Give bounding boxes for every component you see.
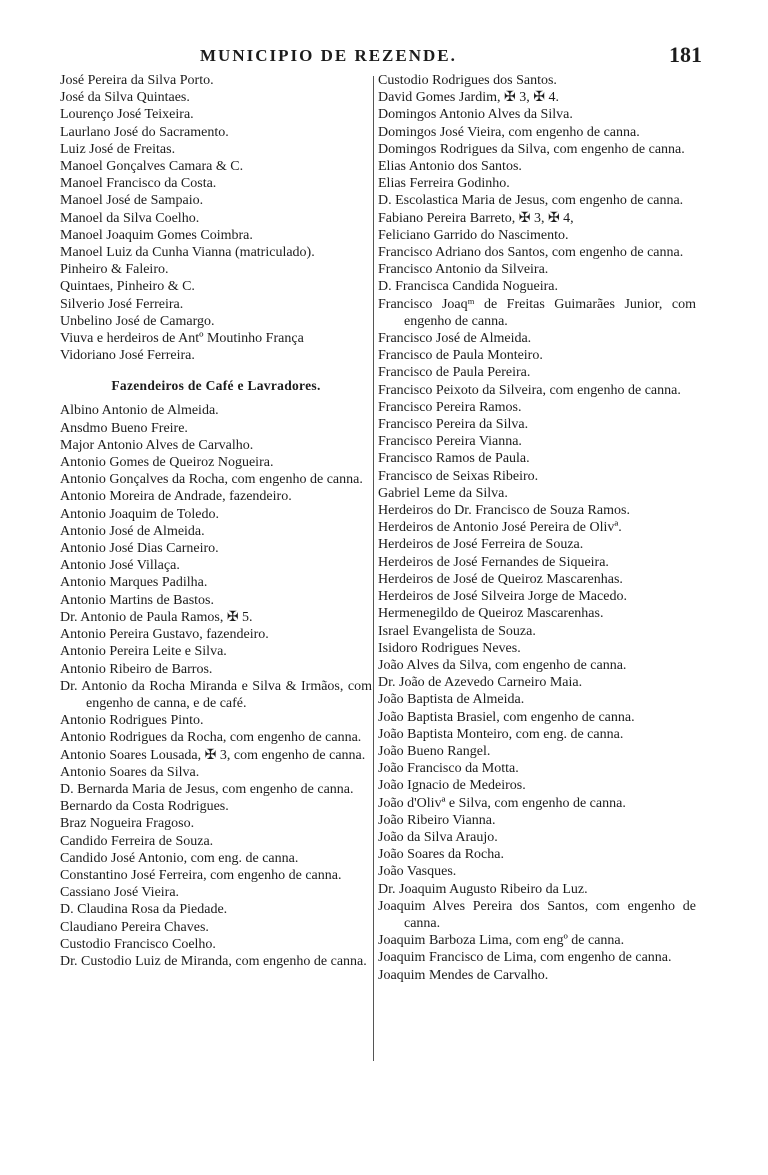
list-item: Antonio Moreira de Andrade, fazendeiro. [60,489,292,505]
list-item: Herdeiros de José Fernandes de Siqueira. [378,554,609,570]
list-item: Laurlano José do Sacramento. [60,124,229,140]
list-item: Francisco Pereira Ramos. [378,399,522,415]
column-divider [373,76,374,1061]
list-item: Vidoriano José Ferreira. [60,348,195,364]
list-item: Dr. Joaquim Augusto Ribeiro da Luz. [378,881,588,897]
list-item: João da Silva Araujo. [378,829,498,845]
list-item: D. Claudina Rosa da Piedade. [60,902,228,918]
list-item: José Pereira da Silva Porto. [60,73,214,88]
list-item: João Alves da Silva, com engenho de canna. [378,657,627,673]
list-item: D. Escolastica Maria de Jesus, com engenho de canna. [378,193,684,209]
list-item: Unbelino José de Camargo. [60,313,215,329]
list-item: João Baptista Brasiel, com engenho de canna. [378,709,635,725]
list-item: Antonio Rodrigues da Rocha, com engenho de canna. [60,730,362,746]
list-item: Domingos Antonio Alves da Silva. [378,107,573,123]
list-item: Gabriel Leme da Silva. [378,485,508,501]
list-item: Constantino José Ferreira, com engenho de canna. [60,867,342,883]
list-item: Antonio Gomes de Queiroz Nogueira. [60,455,274,471]
list-item: Francisco de Paula Pereira. [378,365,531,381]
list-item: Feliciano Garrido do Nascimento. [378,227,569,243]
list-item: Quintaes, Pinheiro & C. [60,279,195,295]
list-item: Dr. Antonio da Rocha Miranda e Silva & Irmãos, com engenho de canna, e de café. [60,678,372,711]
list-item: Herdeiros de José Silveira Jorge de Macedo. [378,589,627,605]
list-item: Francisco Pereira da Silva. [378,417,529,433]
farmer-list [60,402,372,970]
list-item: Israel Evangelista de Souza. [378,623,536,639]
list-item: Antonio Gonçalves da Rocha, com engenho de canna. [60,472,363,488]
list-item: D. Francisca Candida Nogueira. [378,279,558,295]
list-item: Antonio Soares Lousada, ✠ 3, com engenho de canna. [60,747,366,763]
list-item: Manoel Gonçalves Camara & C. [60,159,244,175]
list-item: João Soares da Rocha. [378,847,504,863]
list-item: João Francisco da Motta. [378,761,519,777]
list-item: Silverio José Ferreira. [60,296,184,312]
list-item: Antonio José de Almeida. [60,523,205,539]
list-item: Antonio José Villaça. [60,558,180,574]
list-item: Bernardo da Costa Rodrigues. [60,799,229,815]
list-item: Francisco Ramos de Paula. [378,451,530,467]
section-heading: Fazendeiros de Café e Lavradores. [111,378,321,394]
list-item: Antonio Pereira Gustavo, fazendeiro. [60,627,269,643]
list-item: Elias Ferreira Godinho. [378,176,510,192]
list-item: José da Silva Quintaes. [60,90,190,106]
list-item: Custodio Francisco Coelho. [60,936,216,952]
list-item: Antonio Marques Padilha. [60,575,208,591]
list-item: Ansdmo Bueno Freire. [60,420,188,436]
list-item: João d'Olivª e Silva, com engenho de canna. [378,795,626,811]
list-item: Herdeiros de José de Queiroz Mascarenhas. [378,571,623,587]
page-number: 181 [669,42,702,67]
list-item: Albino Antonio de Almeida. [60,403,219,419]
list-item: Domingos Rodrigues da Silva, com engenho de canna. [378,141,685,157]
list-item: Francisco Peixoto da Silveira, com engenho de canna. [378,382,681,398]
list-item: Dr. João de Azevedo Carneiro Maia. [378,675,583,691]
list-item: Dr. Custodio Luiz de Miranda, com engenho de canna. [60,953,367,969]
list-item: Herdeiros do Dr. Francisco de Souza Ramos. [378,503,630,519]
list-item: João Bueno Rangel. [378,743,491,759]
list-item: João Ignacio de Medeiros. [378,778,526,794]
page-header [60,40,710,70]
list-item: Joaquim Mendes de Carvalho. [378,967,549,983]
list-item: Cassiano José Vieira. [60,885,180,901]
list-item: Manoel José de Sampaio. [60,193,204,209]
list-item: Candido Ferreira de Souza. [60,833,214,849]
left-column [60,72,372,970]
list-item: Francisco Joaqᵐ de Freitas Guimarães Junior, com engenho de canna. [378,296,696,329]
list-item: Fabiano Pereira Barreto, ✠ 3, ✠ 4, [378,210,574,226]
list-item: Joaquim Francisco de Lima, com engenho de canna. [378,950,672,966]
list-item: Antonio Ribeiro de Barros. [60,661,213,677]
list-item: Herdeiros de Antonio José Pereira de Olivª. [378,520,622,536]
list-item: João Vasques. [378,864,457,880]
list-item: Francisco de Seixas Ribeiro. [378,468,539,484]
list-item: Antonio Pereira Leite e Silva. [60,644,227,660]
list-item: David Gomes Jardim, ✠ 3, ✠ 4. [378,90,559,106]
list-item: João Ribeiro Vianna. [378,812,496,828]
list-item: Braz Nogueira Fragoso. [60,816,195,832]
list-item: Francisco Antonio da Silveira. [378,262,549,278]
list-item: Domingos José Vieira, com engenho de canna. [378,124,640,140]
farmer-list-continued [378,72,696,984]
list-item: Herdeiros de José Ferreira de Souza. [378,537,584,553]
list-item: Antonio Rodrigues Pinto. [60,713,204,729]
list-item: Manoel Joaquim Gomes Coimbra. [60,227,253,243]
list-item: Francisco Pereira Vianna. [378,434,522,450]
list-item: Luiz José de Freitas. [60,141,176,157]
list-item: Major Antonio Alves de Carvalho. [60,437,254,453]
right-column [378,72,696,984]
page-title: MUNICIPIO DE REZENDE. [200,46,457,65]
list-item: D. Bernarda Maria de Jesus, com engenho de canna. [60,781,354,797]
list-item: Dr. Antonio de Paula Ramos, ✠ 5. [60,609,253,625]
list-item: Candido José Antonio, com eng. de canna. [60,850,299,866]
list-item: Lourenço José Teixeira. [60,107,194,123]
list-item: João Baptista de Almeida. [378,692,525,708]
list-item: Hermenegildo de Queiroz Mascarenhas. [378,606,604,622]
list-item: Joaquim Alves Pereira dos Santos, com engenho de canna. [378,898,696,931]
list-item: Custodio Rodrigues dos Santos. [378,73,557,88]
list-item: Viuva e herdeiros de Antº Moutinho França [60,331,304,347]
merchant-list [60,72,372,364]
list-item: Antonio Joaquim de Toledo. [60,506,219,522]
list-item: João Baptista Monteiro, com eng. de canna. [378,726,624,742]
list-item: Isidoro Rodrigues Neves. [378,640,521,656]
list-item: Manoel Francisco da Costa. [60,176,217,192]
list-item: Francisco Adriano dos Santos, com engenho de canna. [378,245,684,261]
list-item: Antonio Martins de Bastos. [60,592,214,608]
list-item: Francisco de Paula Monteiro. [378,348,543,364]
list-item: Manoel Luiz da Cunha Vianna (matriculado). [60,245,315,261]
list-item: Elias Antonio dos Santos. [378,159,522,175]
list-item: Manoel da Silva Coelho. [60,210,200,226]
list-item: Francisco José de Almeida. [378,331,532,347]
list-item: Joaquim Barboza Lima, com engº de canna. [378,933,625,949]
list-item: Claudiano Pereira Chaves. [60,919,209,935]
list-item: Pinheiro & Faleiro. [60,262,169,278]
list-item: Antonio Soares da Silva. [60,764,200,780]
list-item: Antonio José Dias Carneiro. [60,541,219,557]
